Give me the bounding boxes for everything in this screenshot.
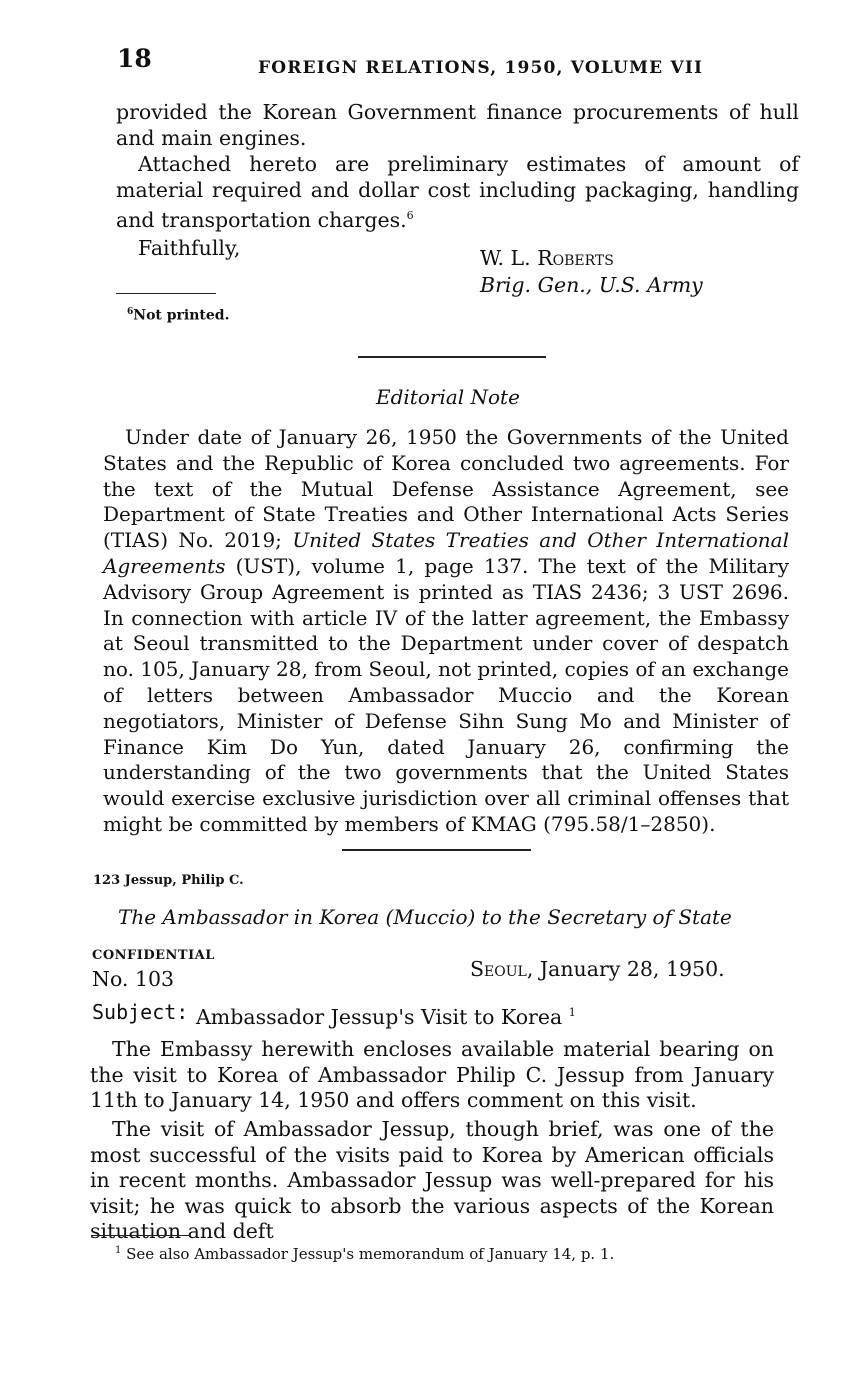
document-title: The Ambassador in Korea (Muccio) to the Secretary of State <box>118 905 732 929</box>
running-title: FOREIGN RELATIONS, 1950, VOLUME VII <box>258 58 704 78</box>
editorial-note-heading: Editorial Note <box>376 385 520 409</box>
classification: CONFIDENTIAL <box>92 948 215 963</box>
document-paragraph-1: The Embassy herewith encloses available material bearing on the visit to Korea of Ambassador Philip C. Jessup from January 11th to January 14, 1950 and offers comment on this visit. <box>90 1037 774 1112</box>
place: Seoul <box>470 957 527 981</box>
signer-surname: Roberts <box>537 246 614 270</box>
footnote-ref-1: 1 <box>568 1006 576 1019</box>
place-date <box>470 957 776 983</box>
closing: Faithfully, <box>138 236 241 260</box>
continuation-paragraph-2-text: Attached hereto are preliminary estimates of amount of material required and dollar cost including packaging, handling and transportation charges. <box>116 152 799 232</box>
date: , January 28, 1950. <box>526 957 725 981</box>
despatch-number: No. 103 <box>92 967 175 991</box>
file-reference: 123 Jessup, Philip C. <box>93 873 244 888</box>
footnote-1-text: See also Ambassador Jessup's memorandum of January 14, p. 1. <box>126 1245 615 1263</box>
editorial-note-text-b: (UST), volume 1, page 137. The text of the Military Advisory Group Agreement is printed as TIAS 2436; 3 UST 2696. In connection with article IV of the latter agreement, the Embassy at Seoul transmitted to the Department under cover of despatch no. 105, January 28, from Seoul, not printed, copies of an exchange of letters between Ambassador Muccio and the Korean negotiators, Minister of Defense Sihn Sung Mo and Minister of Finance Kim Do Yun, dated January 26, confirming the understanding of the two governments that the United States would exercise exclusive jurisdiction over all criminal offenses that might be committed by members of KMAG (795.58/1–2850). <box>103 553 789 836</box>
footnote-6-text: Not printed. <box>133 307 230 324</box>
continuation-paragraph-1: provided the Korean Government finance procurements of hull and main engines. <box>116 100 799 150</box>
subject: Ambassador Jessup's Visit to Korea <box>196 1004 563 1029</box>
editorial-note-text <box>103 425 789 838</box>
subject-line <box>196 1000 756 1030</box>
footnote-1-marker: 1 <box>115 1245 122 1256</box>
document-paragraph-2: The visit of Ambassador Jessup, though brief, was one of the most successful of the visits paid to Korea by American officials in recent months. Ambassador Jessup was well-prepared for his visit; he was quick to absorb the various aspects of the Korean situation and deft <box>90 1117 774 1243</box>
signer-title: Brig. Gen., U.S. Army <box>480 273 703 297</box>
section-divider-2 <box>342 849 531 851</box>
footnote-6-marker: 6 <box>127 307 134 317</box>
footnote-6 <box>127 307 229 324</box>
continuation-paragraph-2 <box>116 152 799 233</box>
editorial-note-text-italic: United States Treaties and Other International Agreements <box>103 528 790 578</box>
footnote-ref-6: 6 <box>406 209 414 222</box>
footnote-rule <box>116 293 216 294</box>
section-divider <box>358 356 546 358</box>
footnote-rule-2 <box>92 1235 190 1236</box>
footnote-1 <box>115 1245 614 1263</box>
page-number: 18 <box>117 44 152 73</box>
signer-initials: W. L. <box>480 246 531 270</box>
subject-label: Subject: <box>92 1000 189 1024</box>
editorial-note-text-a: Under date of January 26, 1950 the Governments of the United States and the Republic of Korea concluded two agreements. For the text of the Mutual Defense Assistance Agreement, see Department of State Treaties and Other International Acts Series (TIAS) No. 2019; <box>103 425 789 553</box>
signer-name <box>480 246 796 272</box>
